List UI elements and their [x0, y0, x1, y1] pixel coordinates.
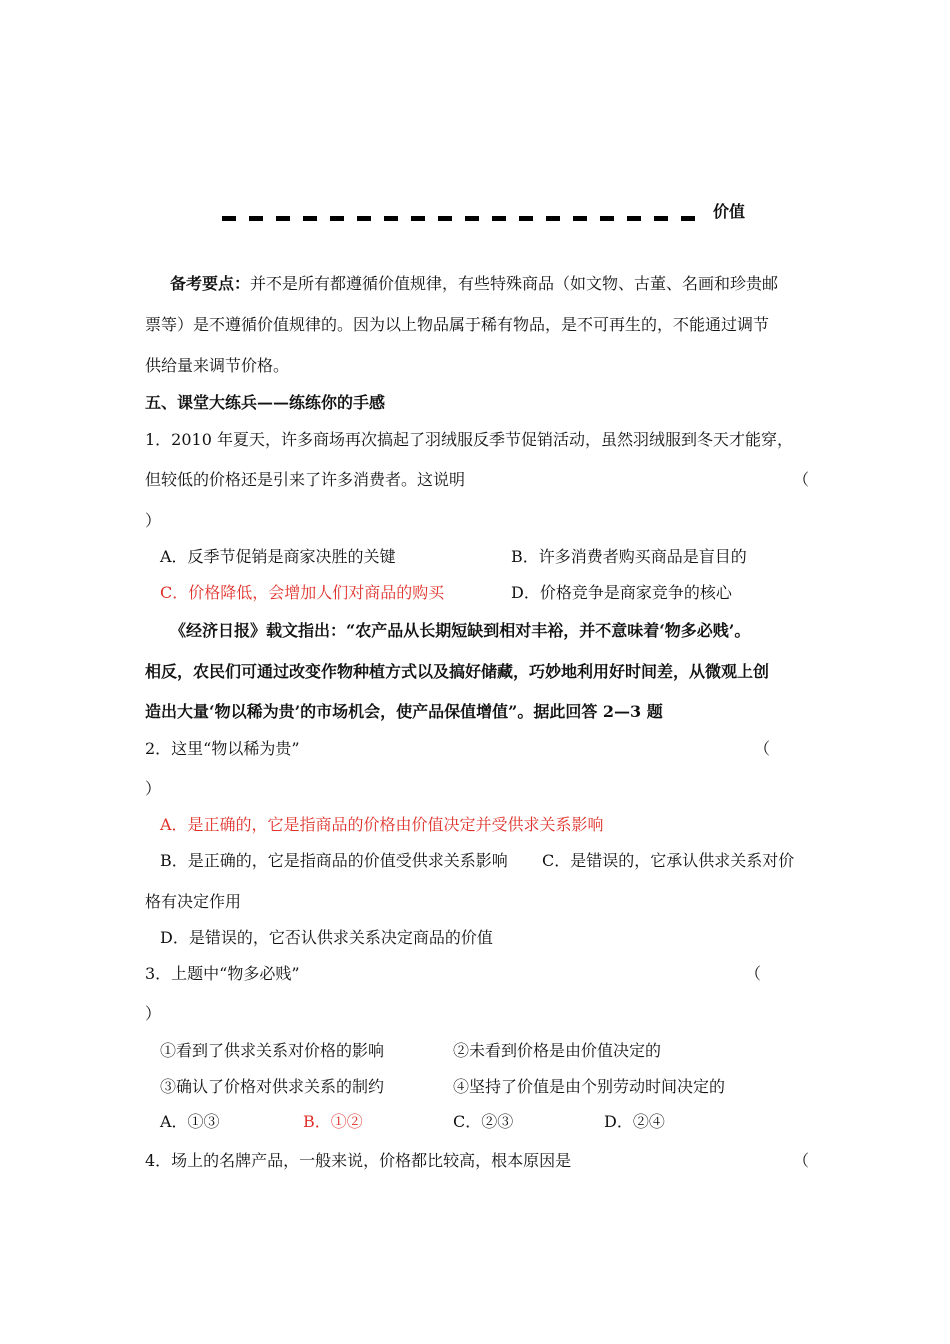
heading-dash: [654, 216, 668, 221]
heading-dash: [222, 216, 236, 221]
heading-dash: [573, 216, 587, 221]
section-5-title: 五、课堂大练兵——练练你的手感: [145, 393, 386, 412]
q3-option-b-correct: B．①②: [303, 1112, 363, 1131]
q4-answer-paren-open: （: [793, 1151, 810, 1170]
heading-value: 价值: [713, 202, 746, 221]
heading-dash: [411, 216, 425, 221]
q1-option-a: A．反季节促销是商家决胜的关键: [160, 547, 396, 566]
q2-option-b: B．是正确的，它是指商品的价值受供求关系影响: [160, 851, 508, 870]
passage-line-3: 造出大量‘物以稀为贵’的市场机会，使产品保值增值”。据此回答 2—3 题: [145, 702, 663, 721]
heading-dash: [330, 216, 344, 221]
q1-option-c-correct: C．价格降低，会增加人们对商品的购买: [160, 583, 445, 602]
heading-dash: [465, 216, 479, 221]
heading-dash: [357, 216, 371, 221]
heading-dash-rule: [222, 216, 695, 221]
q3-stem: 3．上题中“物多必贱”: [145, 964, 300, 983]
heading-dash: [519, 216, 533, 221]
key-points-line-3: 供给量来调节价格。: [145, 356, 290, 375]
key-points-text-1: 并不是所有都遵循价值规律，有些特殊商品（如文物、古董、名画和珍贵邮: [250, 274, 779, 293]
q3-item-1: ①看到了供求关系对价格的影响: [160, 1041, 385, 1060]
passage-line-1: 《经济日报》载文指出：“农产品从长期短缺到相对丰裕，并不意味着‘物多必贱’。: [170, 621, 751, 640]
q2-answer-paren-close: ）: [145, 779, 162, 798]
q3-answer-paren-open: （: [745, 964, 762, 983]
q2-stem: 2．这里“物以稀为贵”: [145, 739, 300, 758]
q1-answer-paren-open: （: [793, 470, 810, 489]
q1-option-b: B．许多消费者购买商品是盲目的: [511, 547, 747, 566]
q3-item-3: ③确认了价格对供求关系的制约: [160, 1077, 385, 1096]
q2-option-c-line-2: 格有决定作用: [145, 892, 242, 911]
q3-option-a: A．①③: [160, 1112, 220, 1131]
key-points-line-1: [170, 274, 778, 294]
q1-stem-line-1: 1．2010 年夏天，许多商场再次搞起了羽绒服反季节促销活动，虽然羽绒服到冬天才能穿，: [145, 430, 793, 449]
heading-dash: [303, 216, 317, 221]
q2-option-a-correct: A．是正确的，它是指商品的价格由价值决定并受供求关系影响: [160, 815, 604, 834]
heading-dash: [438, 216, 452, 221]
key-points-line-2: 票等）是不遵循价值规律的。因为以上物品属于稀有物品，是不可再生的，不能通过调节: [145, 315, 770, 334]
q4-stem: 4．场上的名牌产品，一般来说，价格都比较高，根本原因是: [145, 1151, 572, 1170]
heading-dash: [546, 216, 560, 221]
heading-dash: [249, 216, 263, 221]
q3-item-4: ④坚持了价值是由个别劳动时间决定的: [453, 1077, 726, 1096]
q1-stem-line-2: 但较低的价格还是引来了许多消费者。这说明: [145, 470, 466, 489]
heading-dash: [492, 216, 506, 221]
q2-answer-paren-open: （: [754, 739, 771, 758]
q1-answer-paren-close: ）: [145, 511, 162, 530]
q3-option-d: D．②④: [604, 1112, 665, 1131]
q1-option-d: D．价格竞争是商家竞争的核心: [511, 583, 732, 602]
heading-dash: [600, 216, 614, 221]
q3-answer-paren-close: ）: [145, 1004, 162, 1023]
q3-item-2: ②未看到价格是由价值决定的: [453, 1041, 662, 1060]
passage-line-2: 相反，农民们可通过改变作物种植方式以及搞好储藏，巧妙地利用好时间差，从微观上创: [145, 662, 770, 681]
q2-option-c-line-1: C．是错误的，它承认供求关系对价: [542, 851, 795, 870]
q3-option-c: C．②③: [453, 1112, 514, 1131]
key-points-label: 备考要点：: [170, 274, 251, 293]
heading-dash: [384, 216, 398, 221]
q2-option-d: D．是错误的，它否认供求关系决定商品的价值: [160, 928, 493, 947]
heading-dash: [627, 216, 641, 221]
heading-dash: [681, 216, 695, 221]
heading-dash: [276, 216, 290, 221]
